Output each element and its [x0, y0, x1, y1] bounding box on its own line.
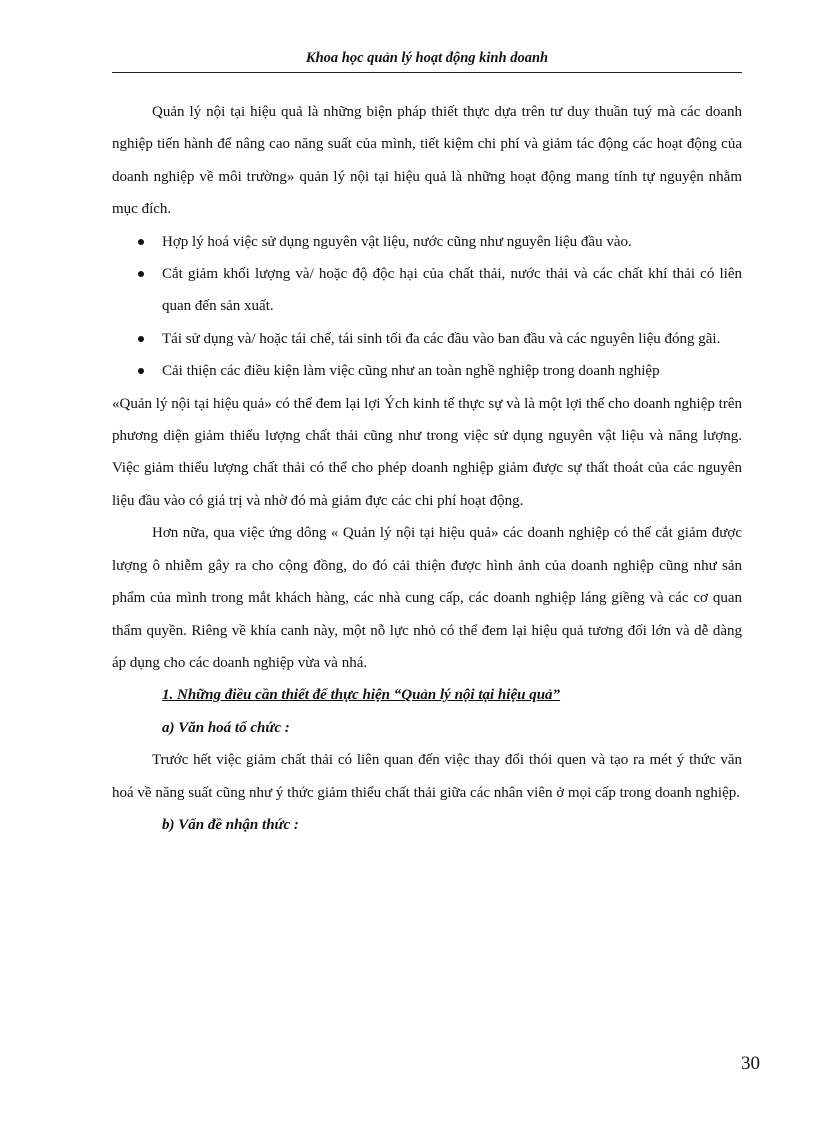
bullet-list [112, 226, 742, 388]
bullet-icon [138, 368, 144, 374]
bullet-icon [138, 336, 144, 342]
list-item: Cắt giảm khối lượng và/ hoặc độ độc hại của chất thải, nước thải và các chất khí thải có liên quan đến sản xuất. [112, 258, 742, 323]
bullet-icon [138, 239, 144, 245]
subheading-b: b) Vấn đề nhận thức : [162, 816, 299, 833]
header-rule [112, 72, 742, 73]
section-heading-1: 1. Những điều cần thiết để thực hiện “Quản lý nội tại hiệu quả” [162, 687, 561, 704]
paragraph-organizational-culture: Trước hết việc giảm chất thải có liên quan đến việc thay đổi thói quen và tạo ra mét ý thức văn hoá về năng suất cũng như ý thức giảm thiểu chất thải giữa các nhân viên ở mọi cấp trong doanh nghiệp. [112, 752, 742, 801]
list-item: Tái sử dụng và/ hoặc tái chế, tái sinh tối đa các đầu vào ban đầu và các nguyên liệu đóng gãi. [112, 323, 742, 355]
list-item: Hợp lý hoá việc sử dụng nguyên vật liệu, nước cũng như nguyên liệu đầu vào. [112, 226, 742, 258]
paragraph-community: Hơn nữa, qua việc ứng dông « Quản lý nội tại hiệu quả» các doanh nghiệp có thể cắt giảm được lượng ô nhiễm gây ra cho cộng đồng, do đó cải thiện được hình ảnh của doanh nghiệp cũng như sản phẩm của mình trong mắt khách hàng, các nhà cung cấp, các doanh nghiệp láng giềng và các cơ quan thẩm quyền. Riêng về khía canh này, một nỗ lực nhỏ có thể đem lại hiệu quả tương đối lớn và dễ dàng áp dụng cho các doanh nghiệp vừa và nhá. [112, 525, 742, 671]
intro-paragraph: Quản lý nội tại hiệu quả là những biện pháp thiết thực dựa trên tư duy thuần tuý mà các doanh nghiệp tiến hành để nâng cao năng suất của mình, tiết kiệm chi phí và giảm tác động các hoạt động của doanh nghiệp về môi trường» quản lý nội tại hiệu quả là những hoạt động mang tính tự nguyện nhằm mục đích. [112, 104, 742, 218]
bullet-icon [138, 271, 144, 277]
page-header: Khoa học quản lý hoạt động kinh doanh [305, 50, 549, 66]
page-number: 30 [741, 1053, 760, 1074]
page-content [112, 96, 742, 841]
paragraph-benefits: «Quản lý nội tại hiệu quả» có thể đem lại lợi Ých kinh tế thực sự và là một lợi thế cho doanh nghiệp trên phương diện giảm thiểu lượng chất thải cũng như trong việc sử dụng nguyên vật liệu và năng lượng. Việc giảm thiểu lượng chất thải có thể cho phép doanh nghiệp giảm được sự thất thoát của các nguyên liệu đầu vào có giá trị và nhờ đó mà giảm đực các chi phí hoạt động. [112, 395, 742, 509]
subheading-a: a) Văn hoá tổ chức : [162, 719, 290, 736]
list-item: Cải thiện các điều kiện làm việc cũng như an toàn nghề nghiệp trong doanh nghiệp [112, 355, 742, 387]
